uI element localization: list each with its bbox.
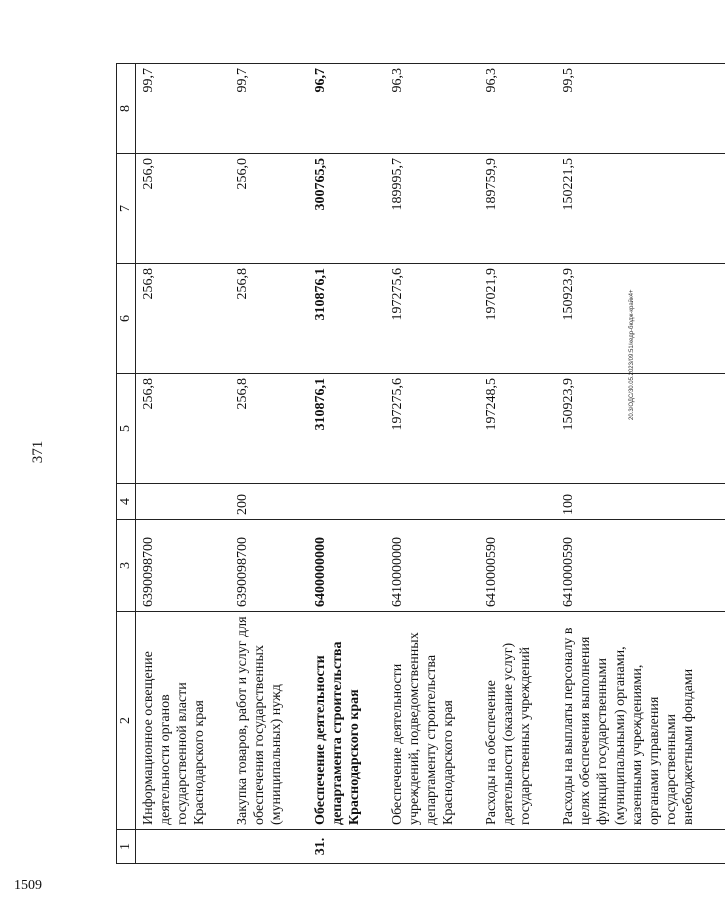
row-name: Обеспечение деятельности департамента строительства Краснодарского края: [308, 612, 385, 830]
row-value-5: 197248,5: [479, 374, 556, 484]
row-value-7: 256,0: [136, 154, 231, 264]
row-name: Расходы на обеспечение деятельности (оказание услуг) государственных учреждений: [479, 612, 556, 830]
row-number: [479, 830, 556, 864]
page-number: 371: [30, 440, 46, 464]
sheet-number: 1509: [14, 878, 42, 893]
row-code: 6390098700: [136, 520, 231, 612]
row-value-7: 300765,5: [308, 154, 385, 264]
column-header: 2: [117, 612, 136, 830]
budget-table: [116, 63, 725, 864]
row-value-6: 150923,9: [556, 264, 725, 374]
row-kvr: [308, 484, 385, 520]
row-value-8: 99,5: [556, 64, 725, 154]
column-header: 8: [117, 64, 136, 154]
column-header: 1: [117, 830, 136, 864]
row-value-5: 197275,6: [385, 374, 479, 484]
row-kvr: 100: [556, 484, 725, 520]
table-row: [136, 64, 231, 864]
row-value-6: 256,8: [136, 264, 231, 374]
row-kvr: 200: [230, 484, 307, 520]
row-value-7: 189995,7: [385, 154, 479, 264]
row-kvr: [136, 484, 231, 520]
row-value-7: 256,0: [230, 154, 307, 264]
column-header: 5: [117, 374, 136, 484]
row-value-8: 99,7: [136, 64, 231, 154]
row-value-7: 150221,5: [556, 154, 725, 264]
table-row: [385, 64, 479, 864]
row-value-6: 256,8: [230, 264, 307, 374]
row-name: Закупка товаров, работ и услуг для обеспечения государственных (муниципальных) нужд: [230, 612, 307, 830]
row-value-7: 189759,9: [479, 154, 556, 264]
table-row: [230, 64, 307, 864]
column-header: 6: [117, 264, 136, 374]
table-row: [556, 64, 725, 864]
row-value-6: 197275,6: [385, 264, 479, 374]
row-value-8: 96,7: [308, 64, 385, 154]
row-name: Информационное освещение деятельности органов государственной власти Краснодарского края: [136, 612, 231, 830]
row-code: 6400000000: [308, 520, 385, 612]
row-kvr: [385, 484, 479, 520]
row-value-8: 96,3: [385, 64, 479, 154]
table-row-section: [308, 64, 385, 864]
row-code: 6410000000: [385, 520, 479, 612]
row-code: 6410000590: [479, 520, 556, 612]
row-number: [556, 830, 725, 864]
row-name: Обеспечение деятельности учреждений, подведомственных департаменту строительства Краснодарского края: [385, 612, 479, 830]
row-value-8: 96,3: [479, 64, 556, 154]
row-value-8: 99,7: [230, 64, 307, 154]
header-row: [117, 64, 136, 864]
row-number: [136, 830, 231, 864]
column-header: 4: [117, 484, 136, 520]
row-number: [230, 830, 307, 864]
row-kvr: [479, 484, 556, 520]
row-number: 31.: [308, 830, 385, 864]
row-value-5: 310876,1: [308, 374, 385, 484]
column-header: 7: [117, 154, 136, 264]
row-name: Расходы на выплаты персоналу в целях обеспечения выполнения функций государственными (муниципальными) органами, казенными учреждениями, органами управления государственными внебюджетными фондами: [556, 612, 725, 830]
row-code: 6390098700: [230, 520, 307, 612]
row-value-6: 310876,1: [308, 264, 385, 374]
table-row: [479, 64, 556, 864]
row-value-5: 256,8: [136, 374, 231, 484]
row-code: 6410000590: [556, 520, 725, 612]
row-number: [385, 830, 479, 864]
row-value-5: 150923,9: [556, 374, 725, 484]
row-value-6: 197021,9: [479, 264, 556, 374]
document-id: 20.3/ОДС/30.05.2023/09:51/кедр-бюдж-крайк4+: [629, 289, 635, 420]
column-header: 3: [117, 520, 136, 612]
row-value-5: 256,8: [230, 374, 307, 484]
